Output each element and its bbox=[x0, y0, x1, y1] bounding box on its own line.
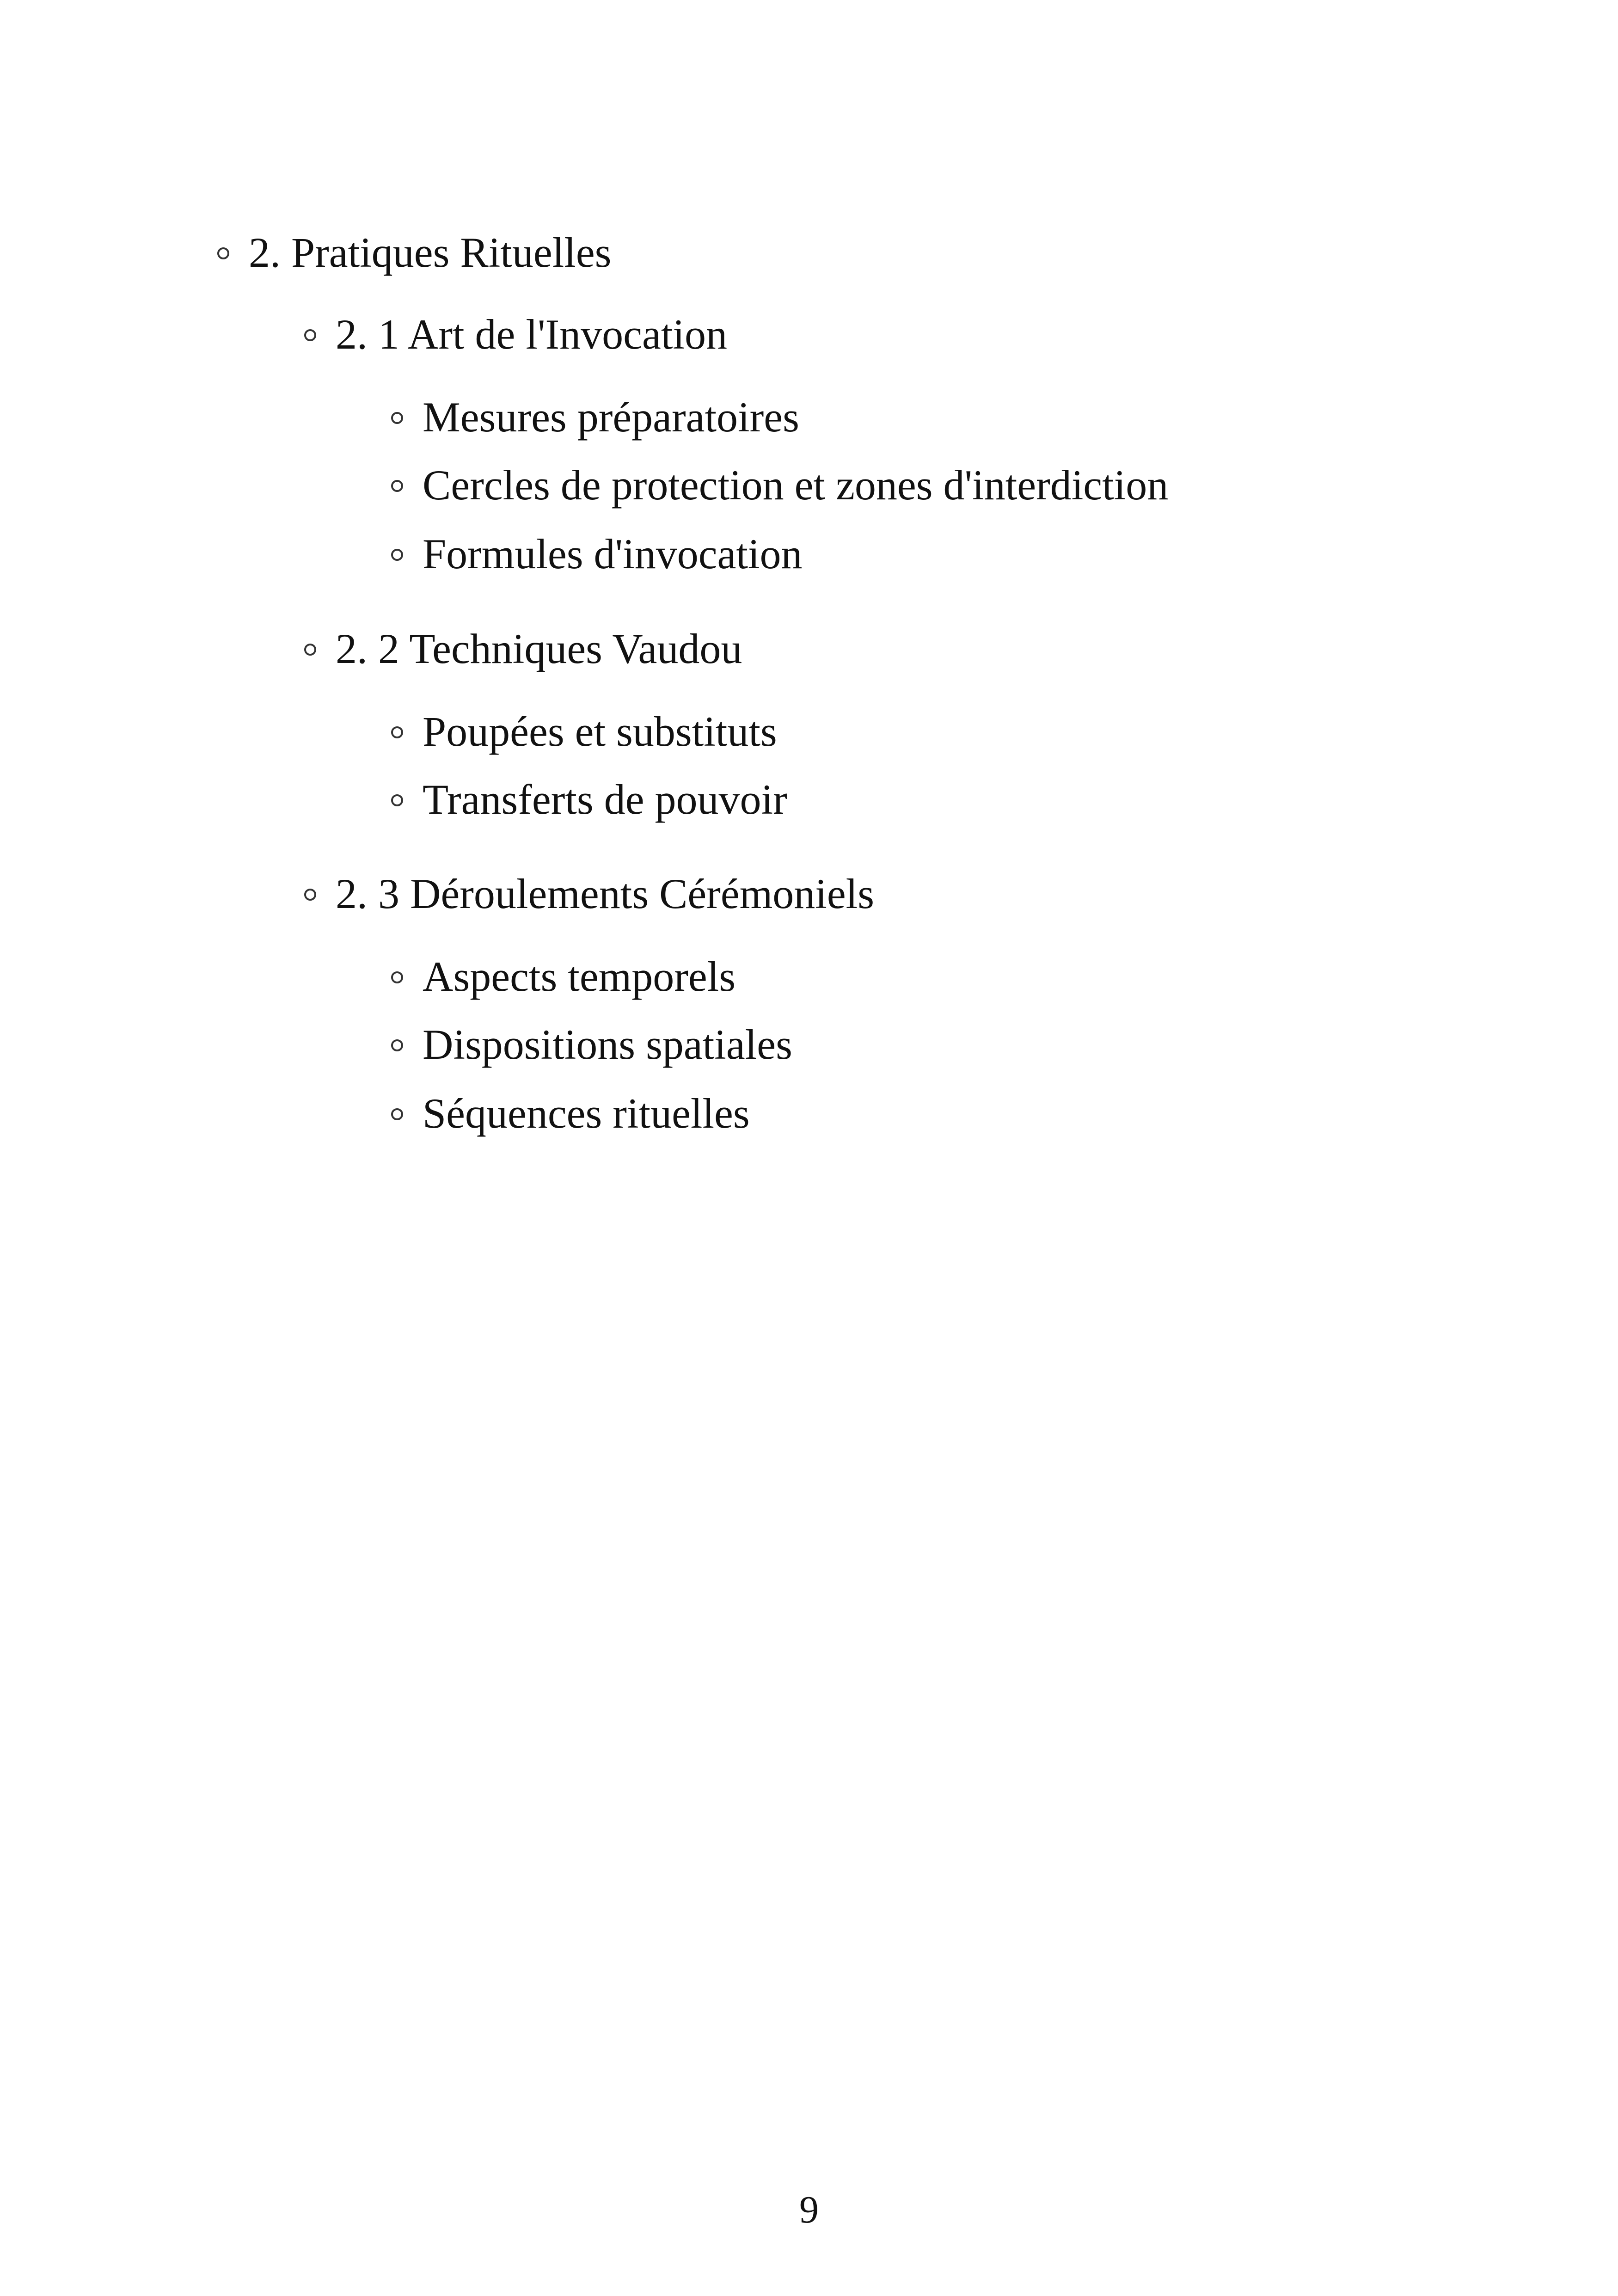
outline-subsection-title: 2. 2 Techniques Vaudou bbox=[336, 625, 742, 672]
outline-section-2 bbox=[217, 231, 611, 274]
outline-item-label: Cercles de protection et zones d'interdiction bbox=[423, 461, 1169, 509]
circle-bullet-icon bbox=[304, 644, 316, 656]
outline-item bbox=[391, 530, 803, 577]
outline-subsection-2-1 bbox=[304, 313, 727, 356]
outline-subsection-2-3 bbox=[304, 872, 874, 915]
page-number: 9 bbox=[799, 2188, 819, 2231]
circle-bullet-icon bbox=[391, 549, 403, 561]
outline-item-label: Formules d'invocation bbox=[423, 530, 803, 577]
outline-item-label: Dispositions spatiales bbox=[423, 1021, 792, 1068]
outline-subsection-title: 2. 3 Déroulements Cérémoniels bbox=[336, 870, 875, 917]
circle-bullet-icon bbox=[304, 329, 316, 341]
outline-item bbox=[391, 461, 1169, 509]
circle-bullet-icon bbox=[391, 1108, 403, 1120]
outline-item bbox=[391, 778, 787, 821]
circle-bullet-icon bbox=[391, 971, 403, 983]
outline-subsection-2-2 bbox=[304, 627, 742, 670]
circle-bullet-icon bbox=[304, 889, 316, 901]
outline-subsection-title: 2. 1 Art de l'Invocation bbox=[336, 311, 727, 358]
outline-item-label: Poupées et substituts bbox=[423, 708, 777, 755]
outline-item bbox=[391, 1092, 750, 1135]
outline-section-title: 2. Pratiques Rituelles bbox=[249, 229, 612, 276]
outline-item bbox=[391, 393, 799, 441]
outline-item-label: Séquences rituelles bbox=[423, 1090, 750, 1137]
circle-bullet-icon bbox=[391, 794, 403, 806]
circle-bullet-icon bbox=[217, 247, 229, 259]
outline-item bbox=[391, 1023, 792, 1066]
circle-bullet-icon bbox=[391, 726, 403, 738]
outline-item bbox=[391, 710, 777, 753]
circle-bullet-icon bbox=[391, 1039, 403, 1051]
circle-bullet-icon bbox=[391, 480, 403, 492]
circle-bullet-icon bbox=[391, 412, 403, 424]
outline-item-label: Transferts de pouvoir bbox=[423, 776, 787, 823]
outline-item bbox=[391, 955, 735, 998]
outline-item-label: Mesures préparatoires bbox=[423, 393, 799, 441]
outline-item-label: Aspects temporels bbox=[423, 953, 736, 1000]
